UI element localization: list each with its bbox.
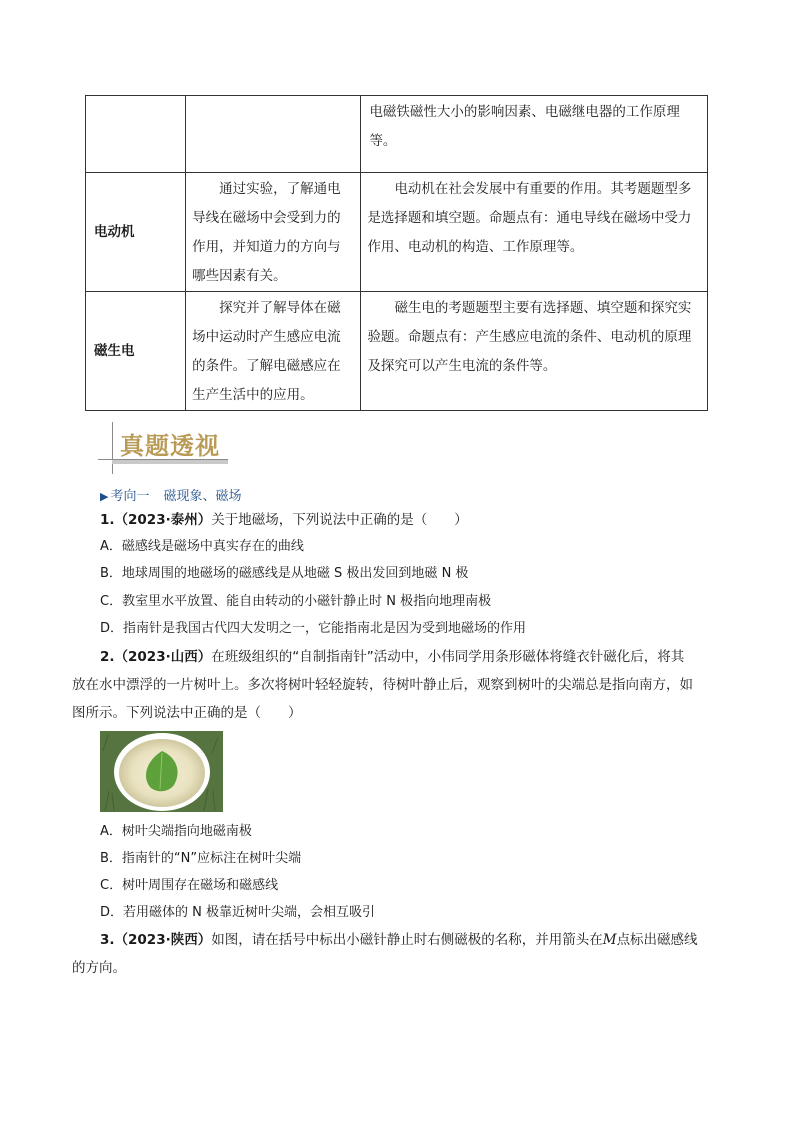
question-2-option-d: D．若用磁体的 N 极靠近树叶尖端，会相互吸引 (100, 905, 375, 920)
question-3-stem (100, 930, 698, 950)
table-row (86, 292, 708, 411)
question-1-option-a: A．磁感线是磁场中真实存在的曲线 (100, 539, 304, 554)
question-3-source: 3.（2023·陕西） (100, 932, 212, 948)
question-1-stem (100, 510, 468, 530)
note-text (361, 173, 707, 262)
note-line: 验题。命题点有：产生感应电流的条件、电动机的原理 (367, 329, 692, 345)
note-text (361, 292, 707, 381)
section-banner (98, 422, 228, 472)
note-line: 电动机在社会发展中有重要的作用。其考题题型多 (394, 181, 692, 197)
question-3-text: 点标出磁感线 (616, 932, 698, 948)
note-line: 磁生电的考题题型主要有选择题、填空题和探究实 (394, 300, 692, 316)
question-2-option-a: A．树叶尖端指向地磁南极 (100, 824, 252, 839)
syllabus-table (85, 95, 708, 411)
banner-divider (112, 422, 113, 474)
section-title: 真题透视 (120, 432, 220, 460)
topic-cell: 磁生电 (86, 292, 186, 411)
leaf-compass-photo (100, 731, 223, 812)
subsection-heading (100, 485, 242, 504)
requirement-line: 哪些因素有关。 (192, 268, 287, 284)
question-2-source: 2.（2023·山西） (100, 649, 212, 665)
question-2-option-b: B．指南针的“N”应标注在树叶尖端 (100, 851, 302, 866)
subsection-topic: 磁现象、磁场 (163, 489, 242, 504)
table-row (86, 173, 708, 292)
question-2-text-line: 放在水中漂浮的一片树叶上。多次将树叶轻轻旋转，待树叶静止后，观察到树叶的尖端总是指向南方，如 (72, 677, 693, 693)
requirement-line: 的条件。了解电磁感应在 (192, 358, 341, 374)
question-1-option-b: B．地球周围的地磁场的磁感线是从地磁 S 极出发回到地磁 N 极 (100, 566, 469, 581)
topic-cell (86, 96, 186, 173)
requirement-line: 作用，并知道力的方向与 (192, 239, 341, 255)
question-2-stem (100, 647, 684, 667)
requirement-cell (186, 173, 361, 292)
requirement-line: 场中运动时产生感应电流 (192, 329, 341, 345)
subsection-label: 考向一 (110, 489, 150, 504)
note-text: 电磁铁磁性大小的影响因素、电磁继电器的工作原理等。 (369, 104, 680, 149)
requirement-text (186, 292, 360, 410)
requirement-cell (186, 292, 361, 411)
note-line: 及探究可以产生电流的条件等。 (367, 358, 557, 374)
question-2-option-c: C．树叶周围存在磁场和磁感线 (100, 878, 279, 893)
requirement-line: 生产生活中的应用。 (192, 387, 314, 403)
note-cell (361, 96, 708, 173)
requirement-line: 探究并了解导体在磁 (219, 300, 341, 316)
question-2-text-line: 图所示。下列说法中正确的是（ ） (72, 705, 302, 721)
question-3-text: 如图，请在括号中标出小磁针静止时右侧磁极的名称，并用箭头在 (211, 932, 603, 948)
triangle-marker-icon: ▶ (100, 490, 109, 503)
requirement-line: 导线在磁场中会受到力的 (192, 210, 341, 226)
note-line: 作用、电动机的构造、工作原理等。 (367, 239, 584, 255)
requirement-cell (186, 96, 361, 173)
requirement-text (186, 173, 360, 291)
note-cell (361, 292, 708, 411)
question-1-source: 1.（2023·泰州） (100, 512, 212, 528)
point-label: M (602, 932, 617, 948)
note-cell (361, 173, 708, 292)
table-row (86, 96, 708, 173)
question-1-option-d: D．指南针是我国古代四大发明之一，它能指南北是因为受到地磁场的作用 (100, 621, 527, 636)
question-1-text: 关于地磁场，下列说法中正确的是（ ） (211, 512, 468, 528)
question-2-text: 在班级组织的“自制指南针”活动中，小伟同学用条形磁体将缝衣针磁化后，将其 (211, 649, 685, 665)
question-1-option-c: C．教室里水平放置、能自由转动的小磁针静止时 N 极指向地理南极 (100, 594, 492, 609)
topic-cell: 电动机 (86, 173, 186, 292)
question-3-text-line: 的方向。 (72, 960, 126, 976)
note-line: 是选择题和填空题。命题点有：通电导线在磁场中受力 (367, 210, 692, 226)
requirement-line: 通过实验，了解通电 (219, 181, 341, 197)
